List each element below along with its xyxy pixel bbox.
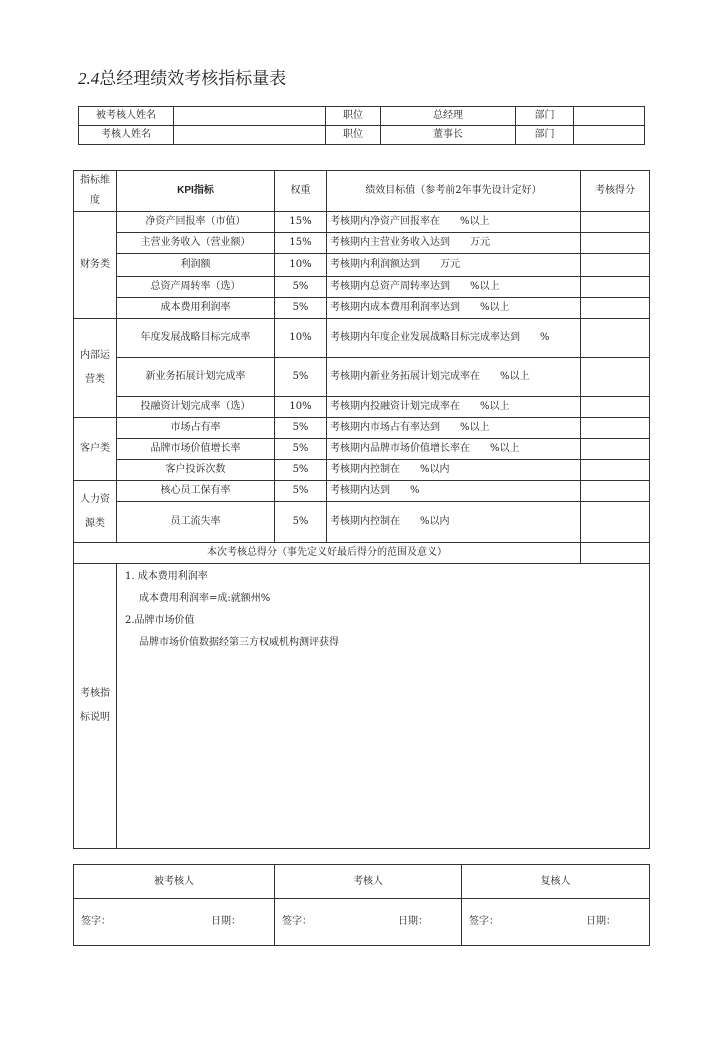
sign-label: 签字： xyxy=(282,916,312,927)
kpi-name: 年度发展战略目标完成率 xyxy=(117,319,275,358)
note-line: 成本费用利润率=成:就额州% xyxy=(139,593,271,604)
evaluator-name-field[interactable] xyxy=(174,126,326,145)
kpi-weight: 5% xyxy=(275,460,327,481)
role-evaluator: 考核人 xyxy=(275,865,462,899)
evaluatee-signature-cell[interactable] xyxy=(74,899,275,946)
kpi-target: 考核期内成本费用利润率达到 %以上 xyxy=(327,298,581,319)
kpi-table xyxy=(73,170,650,849)
kpi-target: 考核期内总资产周转率达到 %以上 xyxy=(327,277,581,298)
table-row xyxy=(74,319,650,358)
kpi-target: 考核期内新业务拓展计划完成率在 %以上 xyxy=(327,358,581,397)
header-row xyxy=(79,107,645,126)
evaluator-position: 董事长 xyxy=(381,126,516,145)
sign-label: 签字： xyxy=(81,916,111,927)
kpi-score-field[interactable] xyxy=(581,319,650,358)
kpi-score-field[interactable] xyxy=(581,233,650,254)
notes-content xyxy=(117,564,650,849)
table-row xyxy=(74,439,650,460)
sign-label: 签字： xyxy=(469,916,499,927)
table-row xyxy=(74,397,650,418)
kpi-weight: 5% xyxy=(275,358,327,397)
kpi-score-field[interactable] xyxy=(581,439,650,460)
total-score-label: 本次考核总得分（事先定义好最后得分的范围及意义） xyxy=(74,543,581,564)
evaluatee-name-label: 被考核人姓名 xyxy=(79,107,174,126)
note-line: 品牌市场价值数据经第三方权威机构测评获得 xyxy=(139,637,339,648)
table-row xyxy=(74,460,650,481)
col-target: 绩效目标值（参考前2年事先设计定好） xyxy=(327,171,581,212)
header-row xyxy=(79,126,645,145)
note-line: 1. 成本费用利润率 xyxy=(125,571,208,582)
table-row xyxy=(74,254,650,277)
table-row xyxy=(74,277,650,298)
kpi-target: 考核期内主营业务收入达到 万元 xyxy=(327,233,581,254)
kpi-name: 核心员工保有率 xyxy=(117,481,275,502)
role-evaluatee: 被考核人 xyxy=(74,865,275,899)
kpi-score-field[interactable] xyxy=(581,254,650,277)
evaluator-signature-cell[interactable] xyxy=(275,899,462,946)
header-table xyxy=(78,106,645,145)
col-score: 考核得分 xyxy=(581,171,650,212)
notes-label: 考核指标说明 xyxy=(74,564,117,849)
department-label: 部门 xyxy=(516,126,574,145)
kpi-weight: 10% xyxy=(275,254,327,277)
total-row xyxy=(74,543,650,564)
table-row xyxy=(74,502,650,543)
kpi-target: 考核期内品牌市场价值增长率在 %以上 xyxy=(327,439,581,460)
kpi-name: 成本费用利润率 xyxy=(117,298,275,319)
table-row xyxy=(74,233,650,254)
page-title: 2.4总经理绩效考核指标量表 xyxy=(78,69,287,89)
kpi-target: 考核期内控制在 %以内 xyxy=(327,460,581,481)
role-reviewer: 复核人 xyxy=(462,865,650,899)
date-label: 日期： xyxy=(398,916,428,927)
evaluatee-department-field[interactable] xyxy=(574,107,645,126)
kpi-weight: 5% xyxy=(275,439,327,460)
kpi-name: 净资产回报率（市值） xyxy=(117,212,275,233)
kpi-weight: 5% xyxy=(275,481,327,502)
kpi-score-field[interactable] xyxy=(581,397,650,418)
kpi-weight: 10% xyxy=(275,319,327,358)
kpi-score-field[interactable] xyxy=(581,358,650,397)
kpi-score-field[interactable] xyxy=(581,481,650,502)
table-row xyxy=(74,358,650,397)
kpi-weight: 5% xyxy=(275,502,327,543)
evaluatee-position: 总经理 xyxy=(381,107,516,126)
date-label: 日期： xyxy=(211,916,241,927)
kpi-weight: 15% xyxy=(275,233,327,254)
position-label: 职位 xyxy=(326,107,381,126)
col-kpi: KPI指标 xyxy=(117,171,275,212)
evaluator-department-field[interactable] xyxy=(574,126,645,145)
kpi-name: 新业务拓展计划完成率 xyxy=(117,358,275,397)
table-row xyxy=(74,481,650,502)
kpi-name: 市场占有率 xyxy=(117,418,275,439)
note-line: 2.品牌市场价值 xyxy=(125,615,195,626)
table-row xyxy=(74,212,650,233)
kpi-weight: 5% xyxy=(275,418,327,439)
kpi-score-field[interactable] xyxy=(581,298,650,319)
group-hr: 人力资源类 xyxy=(74,481,117,543)
total-score-field[interactable] xyxy=(581,543,650,564)
table-row xyxy=(74,418,650,439)
kpi-header-row xyxy=(74,171,650,212)
signature-role-row xyxy=(74,865,650,899)
kpi-score-field[interactable] xyxy=(581,460,650,481)
evaluatee-name-field[interactable] xyxy=(174,107,326,126)
kpi-score-field[interactable] xyxy=(581,502,650,543)
kpi-weight: 5% xyxy=(275,298,327,319)
table-row xyxy=(74,298,650,319)
kpi-weight: 5% xyxy=(275,277,327,298)
kpi-name: 客户投诉次数 xyxy=(117,460,275,481)
group-operations: 内部运营类 xyxy=(74,319,117,418)
kpi-name: 总资产周转率（选） xyxy=(117,277,275,298)
kpi-name: 员工流失率 xyxy=(117,502,275,543)
kpi-name: 主营业务收入（营业额） xyxy=(117,233,275,254)
kpi-target: 考核期内年度企业发展战略目标完成率达到 % xyxy=(327,319,581,358)
kpi-target: 考核期内控制在 %以内 xyxy=(327,502,581,543)
signature-table xyxy=(73,864,650,946)
kpi-target: 考核期内净资产回报率在 %以上 xyxy=(327,212,581,233)
evaluator-name-label: 考核人姓名 xyxy=(79,126,174,145)
kpi-name: 品牌市场价值增长率 xyxy=(117,439,275,460)
group-finance: 财务类 xyxy=(74,212,117,319)
kpi-name: 利润额 xyxy=(117,254,275,277)
group-customer: 客户类 xyxy=(74,418,117,481)
date-label: 日期： xyxy=(586,916,616,927)
kpi-target: 考核期内达到 % xyxy=(327,481,581,502)
kpi-target: 考核期内市场占有率达到 %以上 xyxy=(327,418,581,439)
kpi-weight: 15% xyxy=(275,212,327,233)
col-weight: 权重 xyxy=(275,171,327,212)
kpi-score-field[interactable] xyxy=(581,277,650,298)
kpi-name: 投融资计划完成率（选） xyxy=(117,397,275,418)
position-label: 职位 xyxy=(326,126,381,145)
kpi-weight: 10% xyxy=(275,397,327,418)
kpi-target: 考核期内利润额达到 万元 xyxy=(327,254,581,277)
kpi-target: 考核期内投融资计划完成率在 %以上 xyxy=(327,397,581,418)
kpi-score-field[interactable] xyxy=(581,418,650,439)
department-label: 部门 xyxy=(516,107,574,126)
kpi-score-field[interactable] xyxy=(581,212,650,233)
notes-row xyxy=(74,564,650,849)
signature-row xyxy=(74,899,650,946)
col-dimension: 指标维度 xyxy=(74,171,117,212)
reviewer-signature-cell[interactable] xyxy=(462,899,650,946)
